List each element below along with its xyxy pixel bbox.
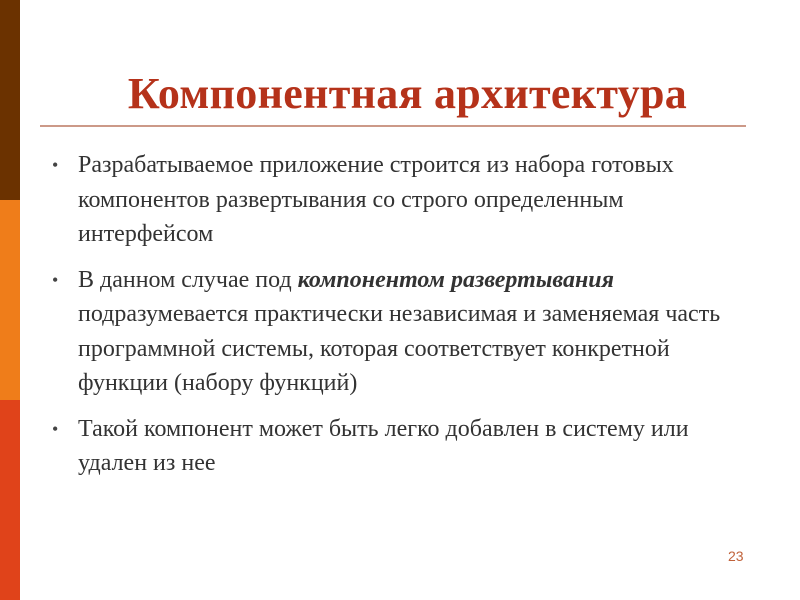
- bullet-icon: •: [52, 418, 59, 439]
- slide-title: Компонентная архитектура: [127, 69, 688, 118]
- bullet-item: [42, 263, 722, 401]
- bullet-text-before: В данном случае под: [78, 266, 298, 293]
- bullet-item: [42, 412, 722, 481]
- bullet-text-after: подразумевается практически независимая и заменяемая часть программной системы, которая соответствует конкретной функции (набору функций): [78, 301, 721, 396]
- bullet-text: Разрабатываемое приложение строится из набора готовых компонентов развертывания со строго определенным интерфейсом: [78, 152, 674, 247]
- bullet-emphasis: компонентом развертывания: [297, 266, 615, 293]
- bullet-icon: •: [52, 269, 59, 290]
- bullet-item: [42, 148, 722, 252]
- bullet-text: Такой компонент может быть легко добавлен в систему или удален из нее: [78, 415, 689, 476]
- sidebar-block-red: [0, 400, 20, 600]
- page-number: 23: [728, 548, 744, 564]
- sidebar-block-orange: [0, 200, 20, 400]
- title-divider: [40, 125, 746, 127]
- bullet-icon: •: [52, 155, 59, 175]
- bullet-list: [42, 148, 722, 492]
- sidebar-decoration: [0, 0, 20, 600]
- sidebar-block-brown: [0, 0, 20, 200]
